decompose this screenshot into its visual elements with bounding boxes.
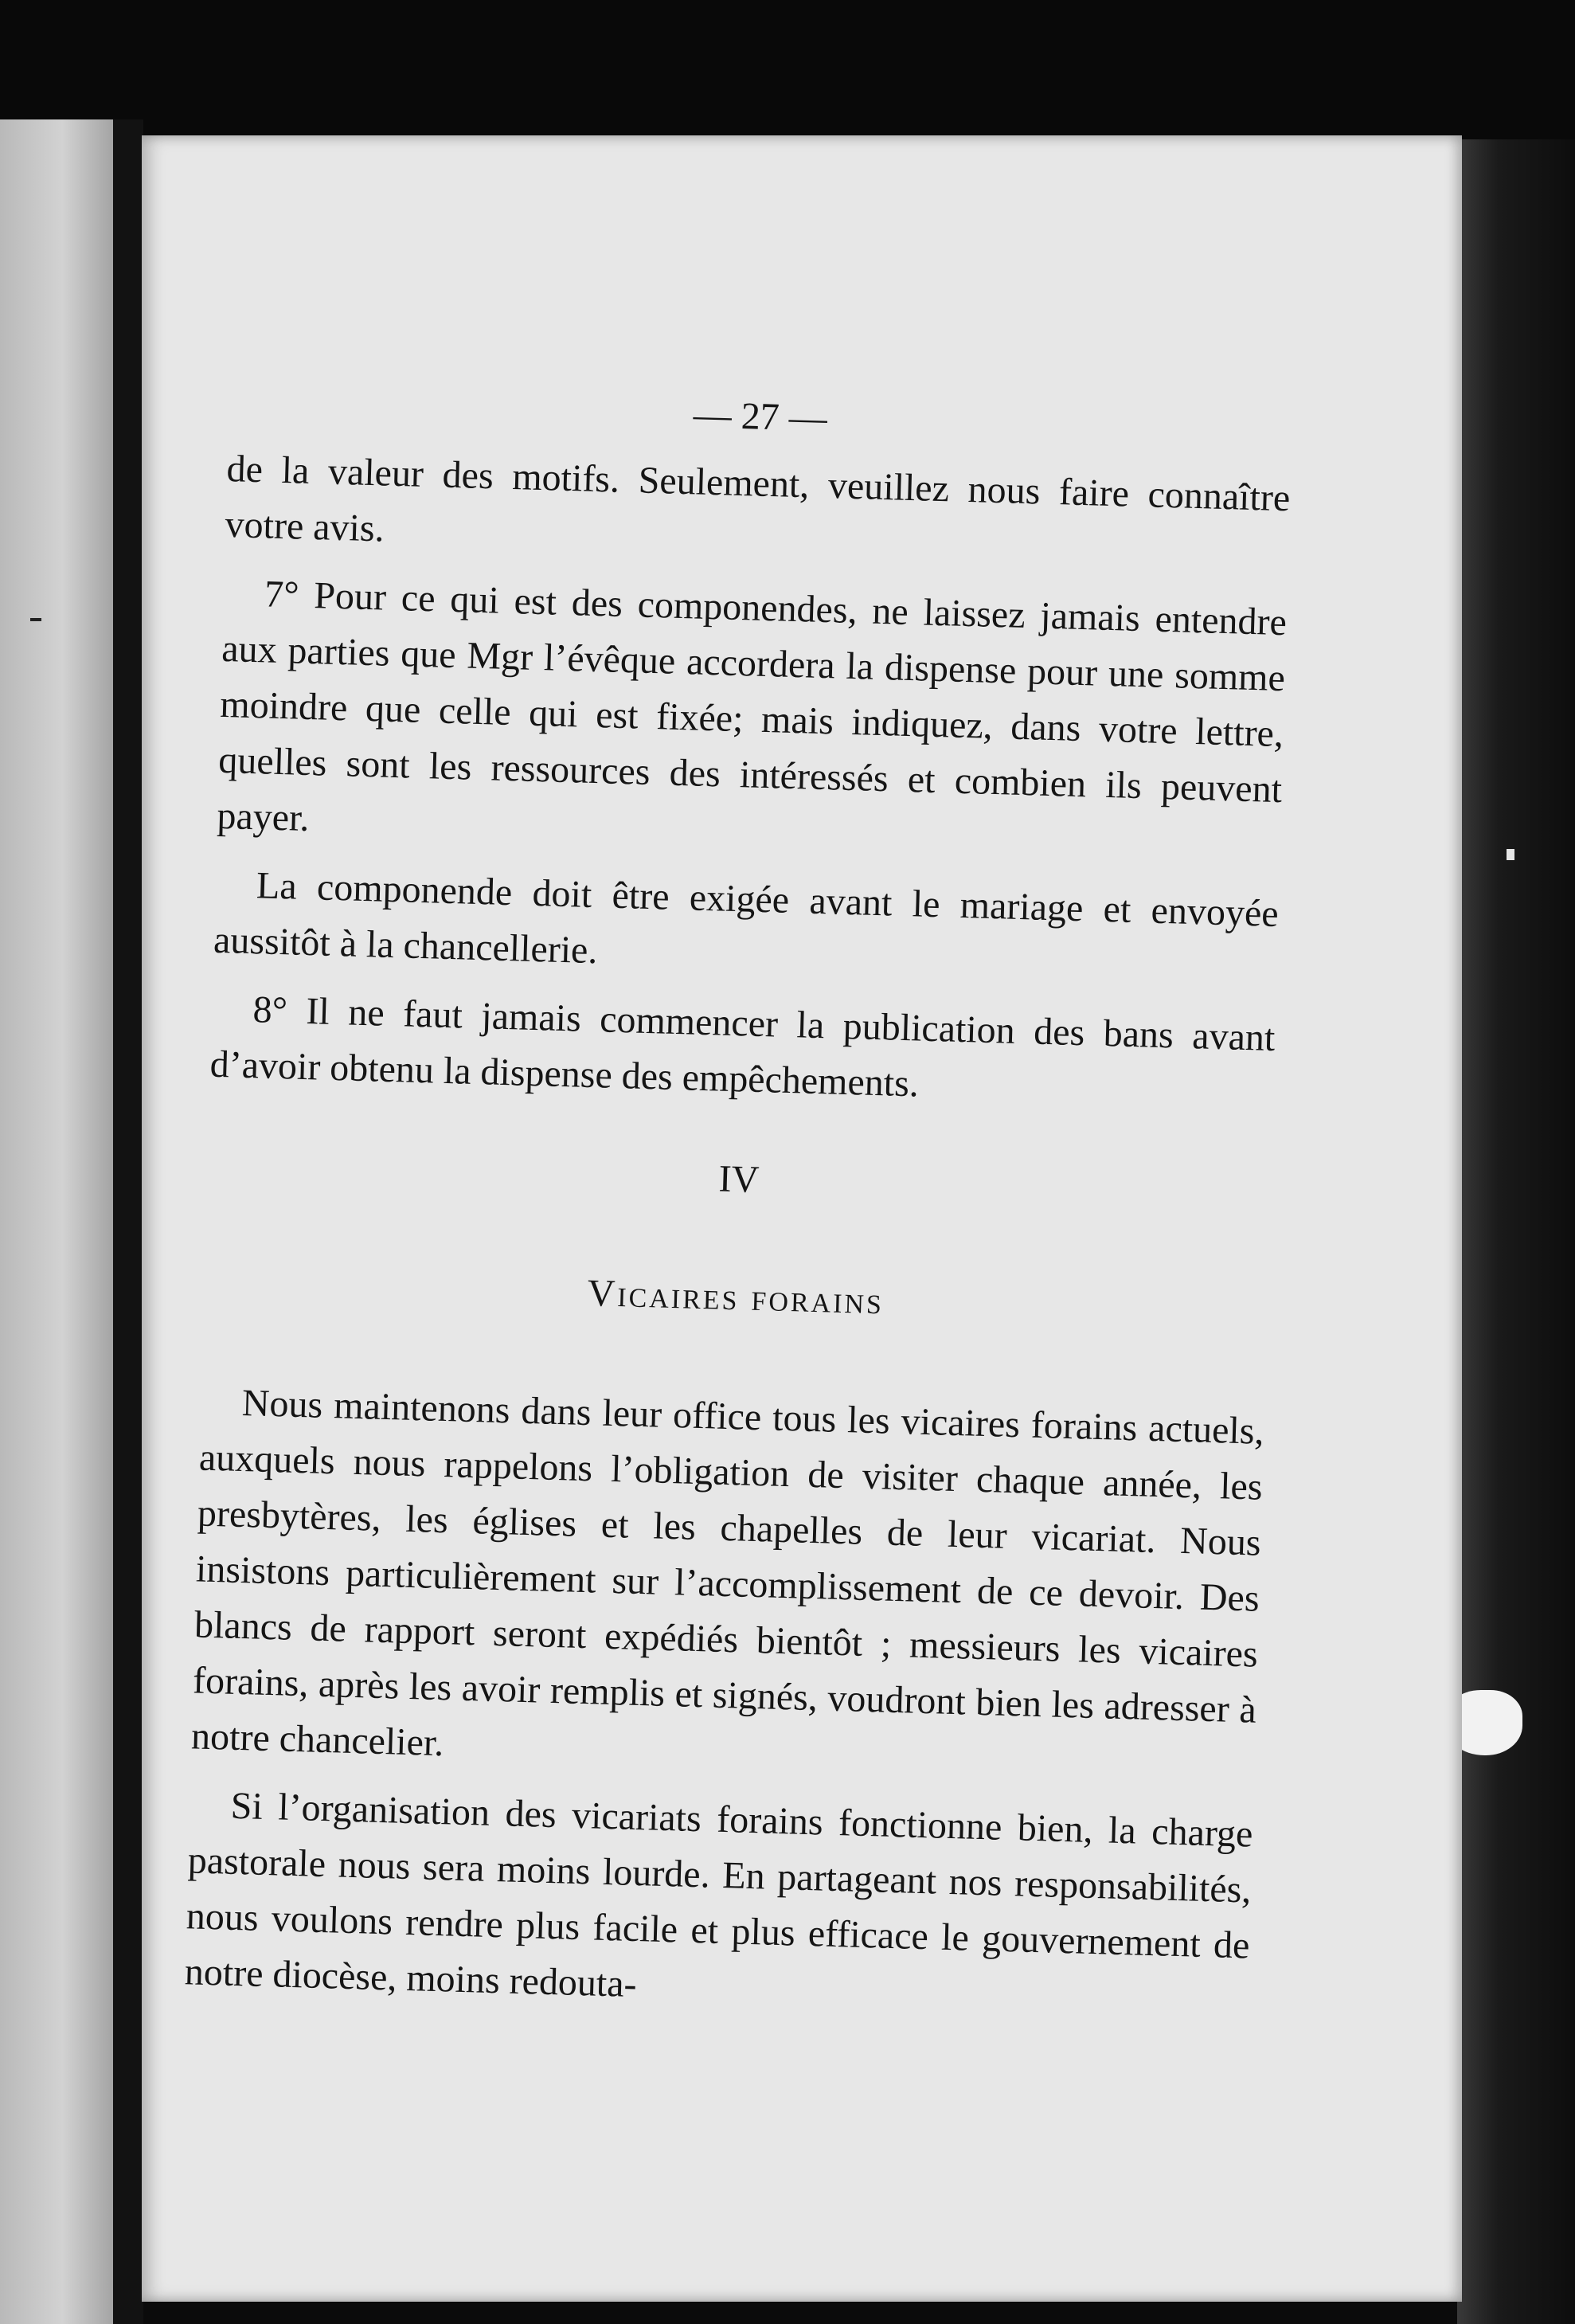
left-page-mark [30,618,41,621]
paragraph-continuation: de la valeur des motifs. Seulement, veuillez nous faire connaître votre avis. [224,447,1291,550]
paper-speck [1507,849,1514,860]
paragraph-componendes: 7° Pour ce qui est des componendes, ne laissez jamais entendre aux parties que Mgr l’évêque accordera la dispense pour une somme moindre que celle qui est fixée; mais indiquez, dans votre lettre, quelles sont les ressources des intéressés et combien ils peuvent payer. [216,573,1288,840]
book-page [142,135,1462,2302]
paragraph-componende-exigee: La componende doit être exigée avant le mariage et envoyée aussitôt à la chancellerie. [213,864,1280,972]
left-facing-page [0,119,113,2324]
paragraph-vicaires-forains: Nous maintenons dans leur office tous les vicaires forains actuels, auxquels nous rappelons l’obligation de visiter chaque année, les presbytères, les églises et les chapelles de leur vicariat. Nous insistons particulièrement sur l’accomplissement de ce devoir. Des blancs de rapport seront expédiés bientôt ; messieurs les vicaires forains, après les avoir remplis et signés, voudront bien les adresser à notre chancelier. [190,1381,1265,1765]
right-page-edges [1457,139,1575,2324]
book-gutter [113,119,143,2324]
page-number: — 27 — [693,393,828,440]
page-text [184,374,1292,2030]
paragraph-publication-bans: 8° Il ne faut jamais commencer la publication des bans avant d’avoir obtenu la dispense des empêchements. [209,988,1276,1105]
paragraph-organisation: Si l’organisation des vicariats forains fonctionne bien, la charge pastorale nous sera moins lourde. En partageant nos responsabilités, nous voulons rendre plus facile et plus efficace le gouvernement de notre diocèse, moins redouta- [184,1784,1254,2006]
section-title: Vicaires forains [587,1272,885,1323]
scan-top-border [0,0,1575,139]
section-number: IV [717,1157,760,1201]
